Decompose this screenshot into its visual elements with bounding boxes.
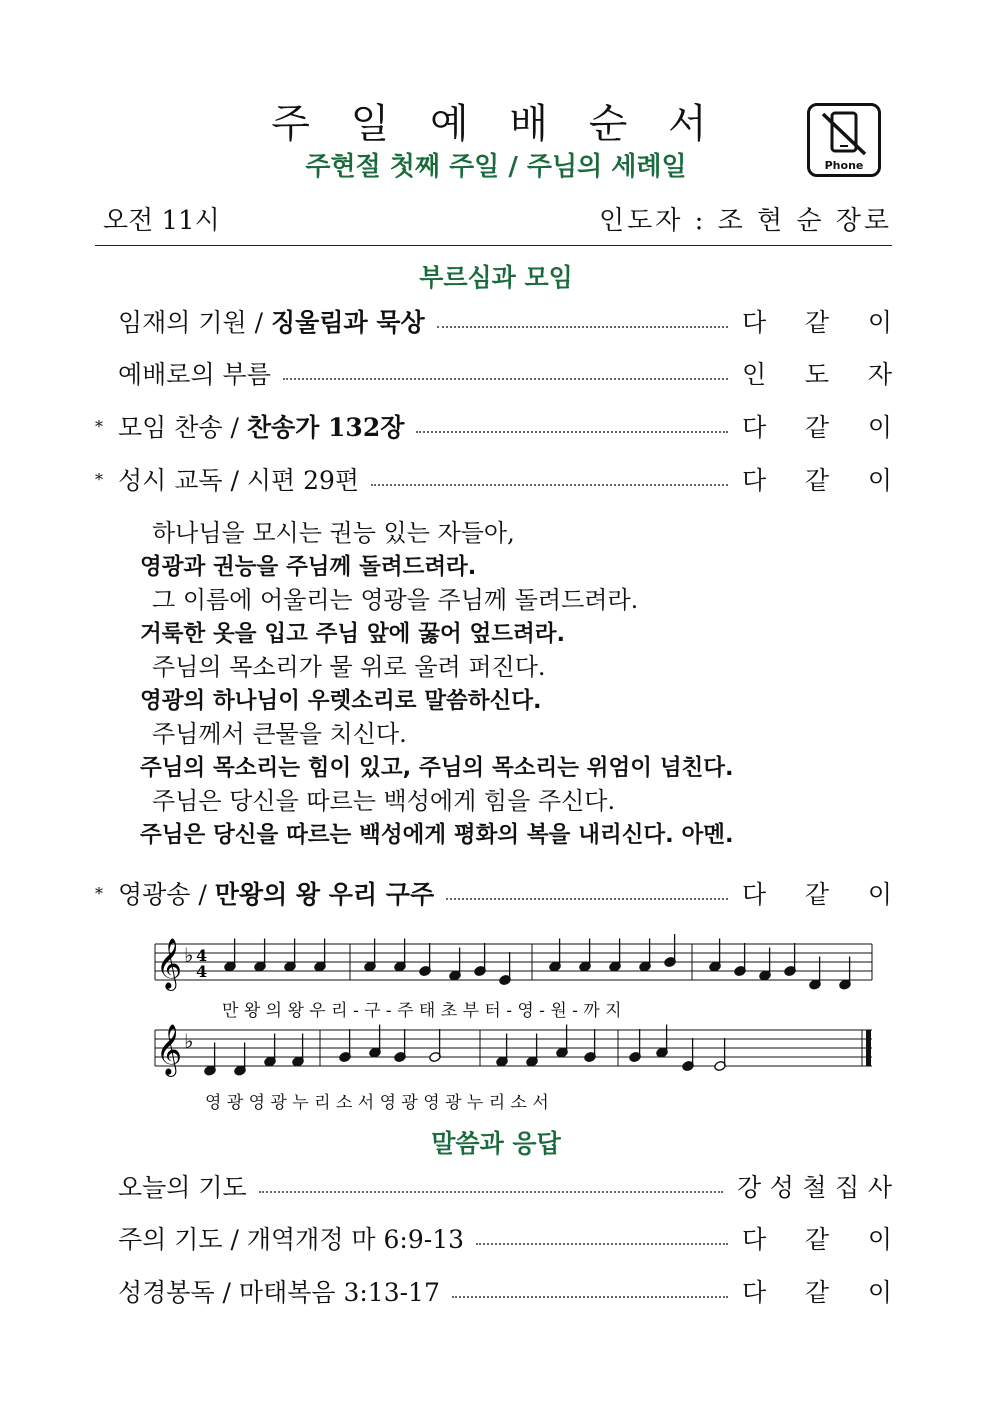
reading-line-leader: 하나님을 모시는 권능 있는 자들아, xyxy=(152,519,515,547)
page-title: 주 일 예 배 순 서 xyxy=(271,101,721,147)
reading-line-leader: 그 이름에 어울리는 영광을 주님께 돌려드려라. xyxy=(152,586,639,614)
dot-leader xyxy=(452,1296,728,1298)
header-divider xyxy=(95,245,892,246)
standing-mark: * xyxy=(95,883,103,903)
dot-leader xyxy=(476,1243,728,1245)
page-subtitle: 주현절 첫째 주일 / 주님의 세례일 xyxy=(305,152,687,182)
item-responsible: 다 같 이 xyxy=(742,1225,892,1254)
item-name: 성경봉독 / 마태복음 3:13-17 xyxy=(118,1278,440,1307)
standing-mark: * xyxy=(95,416,103,436)
item-responsible: 다 같 이 xyxy=(742,880,892,909)
dot-leader xyxy=(283,378,728,380)
reading-line-people: 거룩한 옷을 입고 주님 앞에 꿇어 엎드려라. xyxy=(140,620,566,647)
dot-leader xyxy=(371,484,728,486)
order-item xyxy=(95,1218,892,1258)
flat-icon: ♭ xyxy=(184,943,194,967)
lyrics-line-1: 만 왕 의 왕 우 리 - 구 - 주 태 초 부 터 - 영 - 원 - 까 지 xyxy=(222,1001,622,1021)
dot-leader xyxy=(446,898,728,900)
order-item xyxy=(95,873,892,913)
section-heading-gathering: 부르심과 모임 xyxy=(419,263,573,292)
responsive-reading xyxy=(140,517,900,852)
lyrics-line-2: 영 광 영 광 누 리 소 서 영 광 영 광 누 리 소 서 xyxy=(205,1093,549,1113)
dot-leader xyxy=(437,326,728,328)
service-time: 오전 11시 xyxy=(103,206,220,236)
order-item xyxy=(95,406,892,446)
item-responsible: 강 성 철 집 사 xyxy=(737,1173,892,1202)
svg-text:4: 4 xyxy=(196,946,208,965)
item-responsible: 다 같 이 xyxy=(742,308,892,337)
order-item xyxy=(95,301,892,341)
reading-line-people: 영광과 권능을 주님께 돌려드려라. xyxy=(140,553,477,580)
reading-line-leader: 주님의 목소리가 물 위로 울려 퍼진다. xyxy=(152,653,546,681)
standing-mark: * xyxy=(95,469,103,489)
order-item xyxy=(95,1166,892,1206)
item-detail: 만왕의 왕 우리 구주 xyxy=(214,880,435,909)
reading-line-people: 주님의 목소리는 힘이 있고, 주님의 목소리는 위엄이 넘친다. xyxy=(140,754,734,781)
reading-line-people: 영광의 하나님이 우렛소리로 말씀하신다. xyxy=(140,687,542,714)
staff-2 xyxy=(155,1030,872,1066)
treble-clef-icon: 𝄞 xyxy=(156,938,183,989)
item-name: 예배로의 부름 xyxy=(118,360,271,389)
section-heading-word: 말씀과 응답 xyxy=(431,1129,561,1158)
order-item xyxy=(95,353,892,393)
item-name: 성시 교독 / 시편 29편 xyxy=(118,466,360,495)
item-name: 모임 찬송 / xyxy=(118,413,247,442)
item-detail: 찬송가 132장 xyxy=(246,413,405,442)
order-item xyxy=(95,459,892,499)
item-name: 임재의 기원 / xyxy=(118,308,272,337)
reading-line-leader: 주님께서 큰물을 치신다. xyxy=(152,720,407,748)
svg-text:4: 4 xyxy=(196,962,208,981)
service-leader: 인도자 : 조 현 순 장로 xyxy=(598,206,892,236)
reading-line-leader: 주님은 당신을 따르는 백성에게 힘을 주신다. xyxy=(152,787,616,815)
item-detail: 징울림과 묵상 xyxy=(271,308,425,337)
item-responsible: 인 도 자 xyxy=(742,360,892,389)
reading-line-people: 주님은 당신을 따르는 백성에게 평화의 복을 내리신다. 아멘. xyxy=(140,821,734,848)
item-responsible: 다 같 이 xyxy=(742,466,892,495)
no-phone-icon xyxy=(807,103,881,177)
treble-clef-icon: 𝄞 xyxy=(156,1024,183,1075)
item-responsible: 다 같 이 xyxy=(742,1278,892,1307)
item-name: 주의 기도 / 개역개정 마 6:9-13 xyxy=(118,1225,465,1254)
flat-icon: ♭ xyxy=(184,1029,194,1053)
dot-leader xyxy=(416,431,728,433)
item-name: 영광송 / xyxy=(118,880,215,909)
order-item xyxy=(95,1271,892,1311)
dot-leader xyxy=(259,1191,723,1193)
item-responsible: 다 같 이 xyxy=(742,413,892,442)
item-name: 오늘의 기도 xyxy=(118,1173,247,1202)
phone-label: Phone xyxy=(824,159,864,172)
